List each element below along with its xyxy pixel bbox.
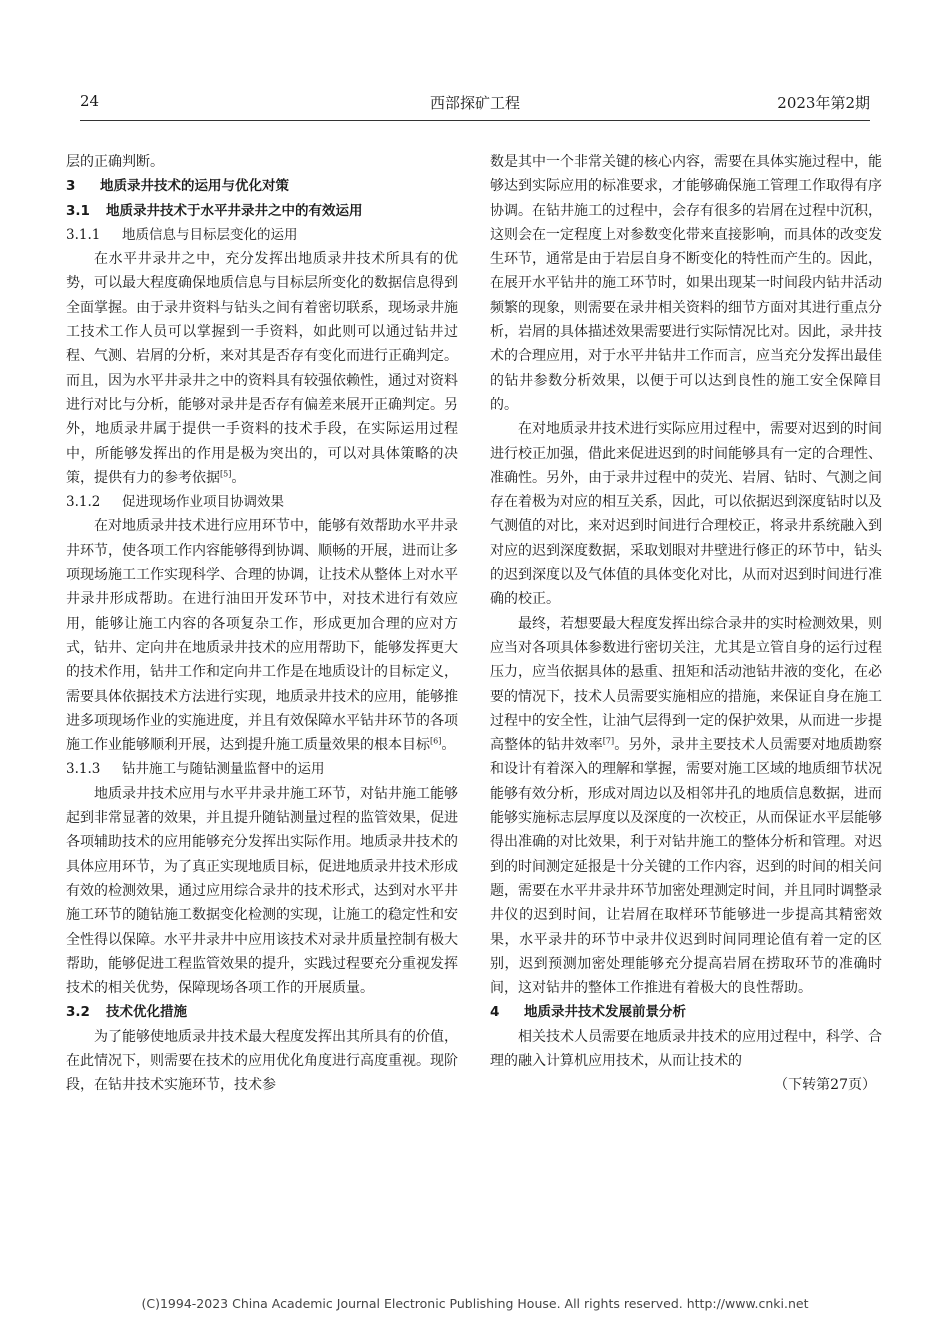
paragraph-delay-time: 在对地质录井技术进行实际应用过程中，需要对迟到的时间进行校正加强，借此来促进迟到的时间能够具有一定的合理性、准确性。另外，由于录井过程中的荧光、岩屑、钻时、气测之间存在着极为对应的相互关系，因此，可以依据迟到深度钻时以及气测值的对比，来对迟到时间进行合理校正，将录井系统融入到对应的迟到深度数据，采取划眼对井壁进行修正的环节中，钻头的迟到深度以及气体值的具体变化对比，从而对迟到时间进行准确的校正。: [490, 421, 882, 608]
section-title: 地质录井技术发展前景分析: [524, 1004, 686, 1021]
section-title: 促进现场作业项目协调效果: [122, 494, 284, 511]
citation-ref[interactable]: [5]: [220, 469, 232, 479]
section-title: 钻井施工与随钻测量监督中的运用: [122, 761, 325, 778]
copyright-footer: (C)1994-2023 China Academic Journal Electronic Publishing House. All rights reserved. http://www.cnki.net: [141, 1296, 809, 1311]
issue-label: 2023年第2期: [777, 94, 870, 112]
paragraph-realtime-detection: 最终，若想要最大程度发挥出综合录井的实时检测效果，则应当对各项具体参数进行密切关注，尤其是立管自身的运行过程压力，应当依据具体的悬重、扭矩和活动池钻井液的变化，在必要的情况下，技术人员需要实施相应的措施，来保证自身在施工过程中的安全性，让油气层得到一定的保护效果，从而进一步提高整体的钻井效率[7]。另外，录井主要技术人员需要对地质勘察和设计有着深入的理解和掌握，需要对施工区域的地质细节状况能够有效分析，形成对周边以及相邻井孔的地质信息数据，进而能够实施标志层厚度以及深度的一次校正，从而保证水平层能够得出准确的对比效果，利于对钻井施工的整体分析和管理。对迟到的时间测定延报是十分关键的工作内容，迟到的时间的相关问题，需要在水平井录井环节加密处理测定时间，并且同时调整录井仪的迟到时间，让岩屑在取样环节能够进一步提高其精密效果，水平录井的环节中录井仪迟到时间同理论值有着一定的区别，迟到预测加密处理能够充分提高岩屑在捞取环节的准确时间，这对钻井的整体工作推进有着极大的良性帮助。: [490, 615, 883, 997]
continued-note: （下转第27页）: [774, 1077, 876, 1094]
running-header: [80, 92, 870, 118]
paragraph-3-1-2: 在对地质录井技术进行应用环节中，能够有效帮助水平井录井环节，使各项工作内容能够得到协调、顺畅的开展，进而让多项现场施工工作实现科学、合理的协调，让技术从整体上对水平井录井形成帮助。在进行油田开发环节中，对技术进行有效应用，能够让施工内容的各项复杂工作，形成更加合理的应对方式，钻井、定向井在地质录井技术的应用帮助下，能够发挥更大的技术作用，钻井工作和定向井工作是在地质设计的目标定义，需要具体依据技术方法进行实现，地质录井技术的应用，能够推进多项现场作业的实施进度，并且有效保障水平钻井环节的各项施工作业能够顺利开展，达到提升施工质量效果的根本目标[6]。: [66, 518, 458, 754]
section-title: 地质信息与目标层变化的运用: [122, 226, 298, 243]
section-number: 3.1.1: [66, 226, 101, 243]
section-3-2-heading: [66, 1000, 458, 1024]
section-3-1-3-heading: [66, 757, 458, 781]
citation-ref[interactable]: [6]: [430, 736, 442, 746]
section-3-1-2-heading: [66, 490, 458, 514]
journal-name: 西部探矿工程: [429, 94, 520, 112]
page-number: 24: [80, 92, 100, 110]
section-title: 技术优化措施: [106, 1004, 187, 1021]
section-number: 4: [490, 1004, 500, 1021]
section-4-heading: [490, 1000, 882, 1024]
paragraph-4: 相关技术人员需要在地质录井技术的应用过程中，科学、合理的融入计算机应用技术，从而让技术的: [490, 1028, 882, 1069]
paragraph-continued: 层的正确判断。: [66, 154, 164, 170]
section-3-1-heading: [66, 199, 458, 223]
section-number: 3.1: [66, 202, 90, 219]
paragraph-continued: 数是其中一个非常关键的核心内容，需要在具体实施过程中，能够达到实际应用的标准要求，才能够确保施工管理工作取得有序协调。在钻井施工的过程中，会存有很多的岩屑在过程中沉积，这则会在一定程度上对参数变化带来直接影响，而具体的改变发生环节，通常是由于岩层自身不断变化的特性而产生的。因此，在展开水平钻井的施工环节时，如果出现某一时间段内钻井活动频繁的现象，则需要在录井相关资料的细节方面对其进行重点分析，岩屑的具体描述效果需要进行实际情况比对。因此，录井技术的合理应用，对于水平井钻井工作而言，应当充分发挥出最佳的钻井参数分析效果，以便于可以达到良性的施工安全保障目的。: [490, 154, 882, 413]
section-number: 3: [66, 178, 76, 195]
section-3-1-1-heading: [66, 223, 458, 247]
section-number: 3.1.3: [66, 761, 101, 778]
right-column: [490, 150, 882, 1098]
left-column: [66, 150, 458, 1098]
paragraph-3-2: 为了能够使地质录井技术最大程度发挥出其所具有的价值，在此情况下，则需要在技术的应用优化角度进行高度重视。现阶段，在钻井技术实施环节，技术参: [66, 1028, 458, 1094]
section-3-heading: [66, 174, 458, 198]
section-title: 地质录井技术于水平井录井之中的有效运用: [106, 202, 363, 219]
section-number: 3.1.2: [66, 494, 101, 511]
paragraph-3-1-1: 在水平井录井之中，充分发挥出地质录井技术所具有的优势，可以最大程度确保地质信息与目标层所变化的数据信息得到全面掌握。由于录井资料与钻头之间有着密切联系，现场录井施工技术工作人员可以掌握到一手资料，如此则可以通过钻井过程、气测、岩屑的分析，来对其是否存有变化而进行正确判定。而且，因为水平井录井之中的资料具有较强依赖性，通过对资料进行对比与分析，能够对录井是否存有偏差来展开正确判定。另外，地质录井属于提供一手资料的技术手段，在实际运用过程中，所能够发挥出的作用是极为突出的，可以对具体策略的决策，提供有力的参考依据[5]。: [66, 251, 458, 486]
citation-ref[interactable]: [7]: [602, 736, 615, 746]
header-rule: [80, 120, 870, 121]
section-number: 3.2: [66, 1004, 90, 1021]
paragraph-3-1-3: 地质录井技术应用与水平井录井施工环节，对钻井施工能够起到非常显著的效果，并且提升随钻测量过程的监管效果，促进各项辅助技术的应用能够充分发挥出实际作用。地质录井技术的具体应用环节，为了真正实现地质目标，促进地质录井技术形成有效的检测效果，通过应用综合录井的技术形式，达到对水平井施工环节的随钻施工数据变化检测的实现，让施工的稳定性和安全性得以保障。水平井录井中应用该技术对录井质量控制有极大帮助，能够促进工程监管效果的提升，实践过程要充分重视发挥技术的相关优势，保障现场各项工作的开展质量。: [66, 785, 458, 997]
section-title: 地质录井技术的运用与优化对策: [100, 178, 289, 195]
